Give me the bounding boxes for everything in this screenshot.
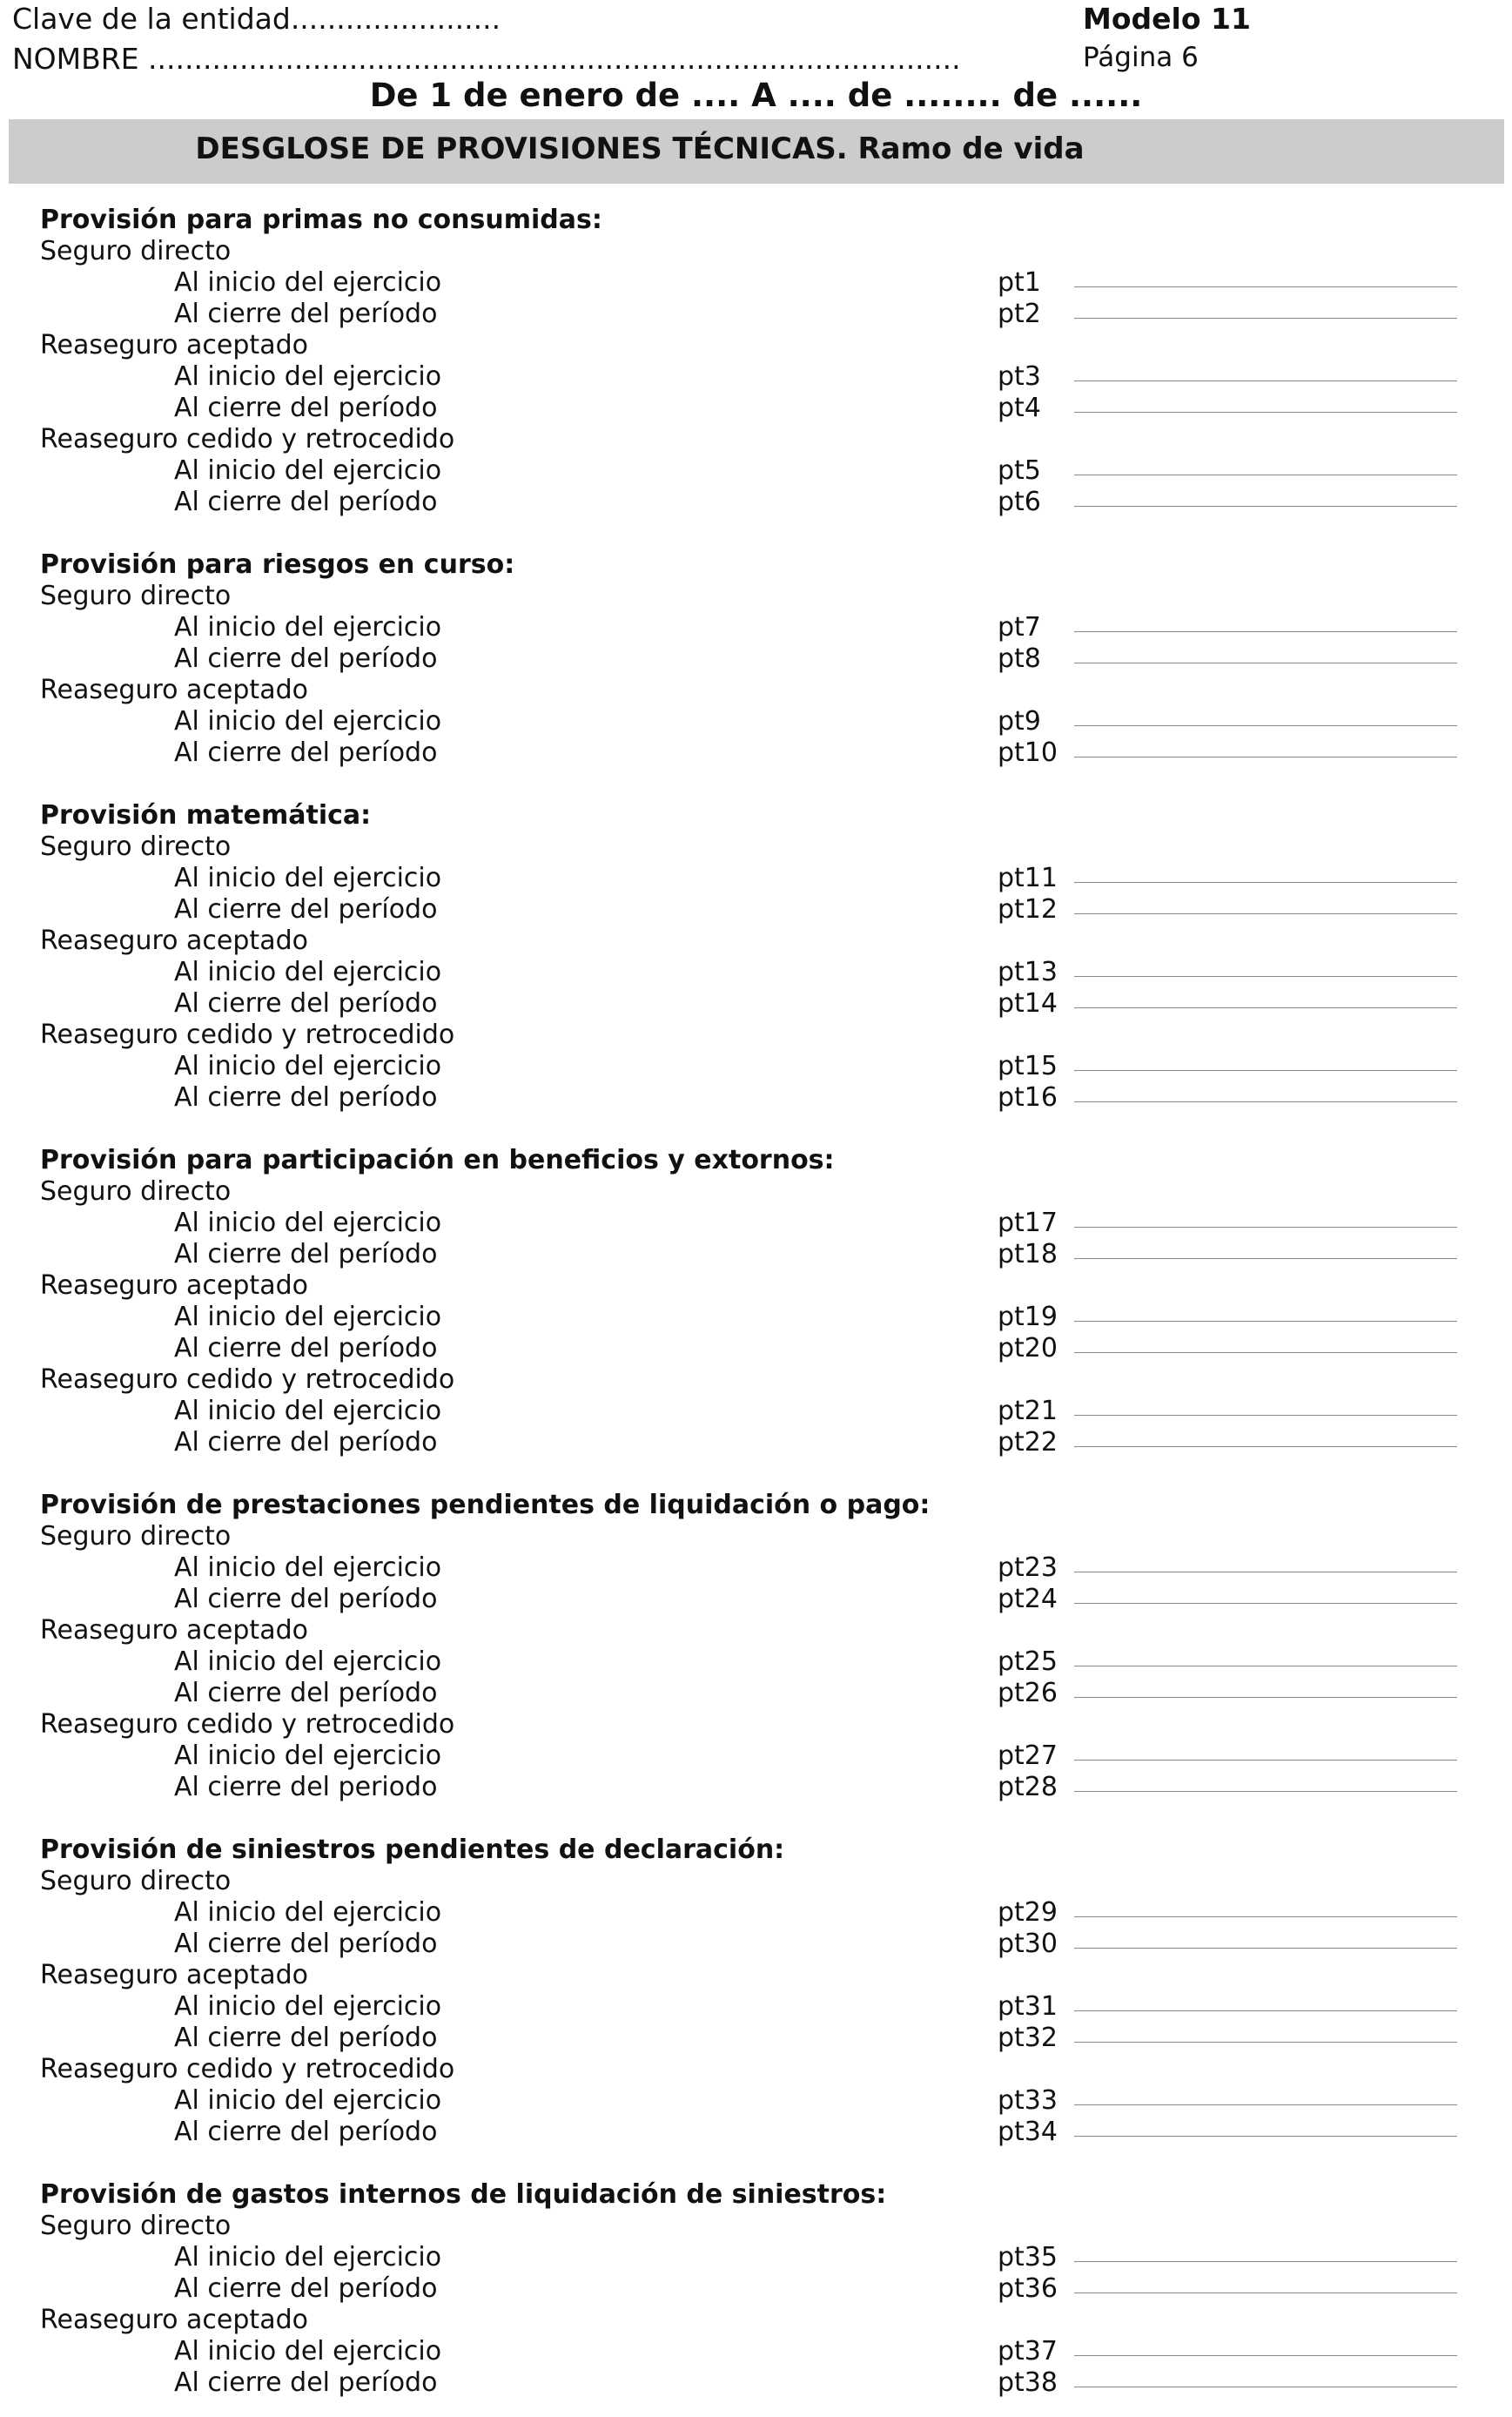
provision-row (0, 1208, 1512, 1239)
row-code: pt30 (998, 1929, 1058, 1959)
provision-row (0, 2085, 1512, 2117)
amount-field[interactable] (1074, 1101, 1457, 1102)
row-code: pt8 (998, 643, 1041, 674)
row-code: pt11 (998, 863, 1058, 893)
row-label: Al inicio del ejercicio (174, 863, 442, 893)
section-title: Provisión para riesgos en curso: (40, 549, 515, 580)
amount-field[interactable] (1074, 1258, 1457, 1259)
provision-row (0, 706, 1512, 737)
row-code: pt10 (998, 737, 1058, 768)
section-title: Provisión para participación en beneficios y extornos: (40, 1145, 835, 1175)
section-title: Provisión de gastos internos de liquidación de siniestros: (40, 2179, 887, 2210)
group-label: Reaseguro aceptado (40, 926, 308, 956)
section-spacer (0, 518, 1512, 549)
row-label: Al cierre del período (174, 1584, 438, 1614)
section-title: Provisión de prestaciones pendientes de liquidación o pago: (40, 1490, 931, 1520)
row-code: pt6 (998, 487, 1041, 517)
row-code: pt22 (998, 1427, 1058, 1458)
row-code: pt14 (998, 988, 1058, 1019)
row-label: Al inicio del ejercicio (174, 267, 442, 298)
row-code: pt32 (998, 2023, 1058, 2053)
section-spacer (0, 1803, 1512, 1835)
row-label: Al cierre del período (174, 1427, 438, 1458)
amount-field[interactable] (1074, 412, 1457, 413)
provision-row (0, 1678, 1512, 1709)
amount-field[interactable] (1074, 1791, 1457, 1792)
group-label: Seguro directo (40, 831, 232, 862)
provision-row (0, 267, 1512, 299)
row-code: pt31 (998, 1991, 1058, 2022)
amount-field[interactable] (1074, 286, 1457, 287)
provision-row (0, 643, 1512, 675)
section-spacer (0, 1114, 1512, 1145)
row-label: Al cierre del período (174, 1929, 438, 1959)
provision-row (0, 1333, 1512, 1364)
entity-key-label: Clave de la entidad....................... (12, 2, 501, 36)
row-label: Al inicio del ejercicio (174, 361, 442, 392)
row-code: pt1 (998, 267, 1041, 298)
provision-row (0, 1239, 1512, 1270)
section-title: Provisión para primas no consumidas: (40, 205, 602, 235)
provision-row (0, 1082, 1512, 1114)
row-code: pt18 (998, 1239, 1058, 1269)
row-label: Al cierre del periodo (174, 1772, 438, 1802)
amount-field[interactable] (1074, 2355, 1457, 2356)
amount-field[interactable] (1074, 882, 1457, 883)
row-label: Al cierre del período (174, 1239, 438, 1269)
group-label: Reaseguro aceptado (40, 2305, 308, 2335)
provision-row (0, 1740, 1512, 1772)
provision-row (0, 1772, 1512, 1803)
group-label: Reaseguro cedido y retrocedido (40, 1709, 455, 1740)
group-label: Seguro directo (40, 581, 232, 611)
entity-name-label: NOMBRE ......................................................................................... (12, 42, 961, 76)
banner-title: DESGLOSE DE PROVISIONES TÉCNICAS. Ramo de vida (195, 131, 1085, 166)
row-code: pt38 (998, 2367, 1058, 2398)
amount-field[interactable] (1074, 1603, 1457, 1604)
provision-row (0, 1051, 1512, 1082)
amount-field[interactable] (1074, 1446, 1457, 1447)
row-code: pt27 (998, 1740, 1058, 1771)
section-spacer (0, 769, 1512, 800)
row-label: Al inicio del ejercicio (174, 1646, 442, 1677)
row-code: pt24 (998, 1584, 1058, 1614)
group-label: Reaseguro cedido y retrocedido (40, 1020, 455, 1050)
amount-field[interactable] (1074, 1007, 1457, 1008)
row-code: pt9 (998, 706, 1041, 737)
amount-field[interactable] (1074, 1916, 1457, 1917)
row-label: Al cierre del período (174, 2273, 438, 2304)
row-code: pt36 (998, 2273, 1058, 2304)
amount-field[interactable] (1074, 1227, 1457, 1228)
provisions-form (0, 205, 1512, 2399)
group-label: Seguro directo (40, 236, 232, 266)
provision-row (0, 957, 1512, 988)
amount-field[interactable] (1074, 380, 1457, 381)
row-label: Al cierre del período (174, 299, 438, 329)
amount-field[interactable] (1074, 1321, 1457, 1322)
row-code: pt5 (998, 455, 1041, 486)
amount-field[interactable] (1074, 2136, 1457, 2137)
provision-row (0, 988, 1512, 1020)
row-code: pt13 (998, 957, 1058, 987)
provision-row (0, 393, 1512, 424)
amount-field[interactable] (1074, 506, 1457, 507)
provision-row (0, 487, 1512, 518)
provision-row (0, 737, 1512, 769)
row-code: pt33 (998, 2085, 1058, 2116)
row-label: Al inicio del ejercicio (174, 2242, 442, 2272)
amount-field[interactable] (1074, 1760, 1457, 1761)
row-label: Al cierre del período (174, 643, 438, 674)
group-label: Seguro directo (40, 1866, 232, 1896)
amount-field[interactable] (1074, 1948, 1457, 1949)
row-label: Al cierre del período (174, 487, 438, 517)
row-code: pt3 (998, 361, 1041, 392)
row-code: pt34 (998, 2117, 1058, 2147)
row-label: Al inicio del ejercicio (174, 1552, 442, 1583)
provision-row (0, 2023, 1512, 2054)
row-label: Al inicio del ejercicio (174, 1302, 442, 1332)
provision-row (0, 863, 1512, 894)
amount-field[interactable] (1074, 725, 1457, 726)
row-code: pt12 (998, 894, 1058, 925)
row-label: Al inicio del ejercicio (174, 1396, 442, 1426)
provision-row (0, 894, 1512, 926)
provision-row (0, 1396, 1512, 1427)
amount-field[interactable] (1074, 913, 1457, 914)
group-label: Reaseguro cedido y retrocedido (40, 1364, 455, 1395)
row-label: Al cierre del período (174, 2117, 438, 2147)
group-label: Reaseguro cedido y retrocedido (40, 2054, 455, 2084)
row-label: Al inicio del ejercicio (174, 957, 442, 987)
row-code: pt16 (998, 1082, 1058, 1113)
group-label: Seguro directo (40, 1176, 232, 1207)
section-spacer (0, 1458, 1512, 1490)
amount-field[interactable] (1074, 1415, 1457, 1416)
model-label: Modelo 11 (1083, 2, 1251, 36)
group-label: Seguro directo (40, 2211, 232, 2241)
provision-row (0, 1584, 1512, 1615)
amount-field[interactable] (1074, 1697, 1457, 1698)
group-label: Reaseguro aceptado (40, 1615, 308, 1646)
row-label: Al inicio del ejercicio (174, 1991, 442, 2022)
row-label: Al cierre del período (174, 393, 438, 423)
row-code: pt28 (998, 1772, 1058, 1802)
amount-field[interactable] (1074, 318, 1457, 319)
page-number: Página 6 (1083, 42, 1199, 73)
provision-row (0, 455, 1512, 487)
row-label: Al inicio del ejercicio (174, 1208, 442, 1238)
provision-row (0, 2336, 1512, 2367)
row-code: pt35 (998, 2242, 1058, 2272)
row-label: Al cierre del período (174, 894, 438, 925)
row-code: pt19 (998, 1302, 1058, 1332)
row-code: pt17 (998, 1208, 1058, 1238)
row-label: Al cierre del período (174, 737, 438, 768)
amount-field[interactable] (1074, 2292, 1457, 2293)
provision-row (0, 2273, 1512, 2305)
provision-row (0, 1991, 1512, 2023)
amount-field[interactable] (1074, 2261, 1457, 2262)
row-code: pt4 (998, 393, 1041, 423)
provision-row (0, 612, 1512, 643)
row-code: pt23 (998, 1552, 1058, 1583)
provision-row (0, 2117, 1512, 2148)
group-label: Reaseguro aceptado (40, 330, 308, 360)
group-label: Reaseguro aceptado (40, 1960, 308, 1990)
row-label: Al cierre del período (174, 1082, 438, 1113)
row-code: pt2 (998, 299, 1041, 329)
provision-row (0, 299, 1512, 330)
provision-row (0, 1427, 1512, 1458)
section-banner (9, 119, 1504, 184)
row-label: Al inicio del ejercicio (174, 1051, 442, 1081)
section-title: Provisión de siniestros pendientes de declaración: (40, 1835, 785, 1865)
row-label: Al inicio del ejercicio (174, 455, 442, 486)
amount-field[interactable] (1074, 2010, 1457, 2011)
row-label: Al inicio del ejercicio (174, 2085, 442, 2116)
row-label: Al cierre del período (174, 2023, 438, 2053)
provision-row (0, 1646, 1512, 1678)
amount-field[interactable] (1074, 1352, 1457, 1353)
section-title: Provisión matemática: (40, 800, 372, 831)
provision-row (0, 1302, 1512, 1333)
provision-row (0, 1929, 1512, 1960)
row-code: pt25 (998, 1646, 1058, 1677)
section-spacer (0, 2148, 1512, 2179)
group-label: Seguro directo (40, 1521, 232, 1552)
amount-field[interactable] (1074, 631, 1457, 632)
row-label: Al inicio del ejercicio (174, 706, 442, 737)
row-code: pt37 (998, 2336, 1058, 2367)
amount-field[interactable] (1074, 2104, 1457, 2105)
group-label: Reaseguro aceptado (40, 675, 308, 705)
provision-row (0, 1897, 1512, 1929)
amount-field[interactable] (1074, 2042, 1457, 2043)
provision-row (0, 2367, 1512, 2399)
provision-row (0, 361, 1512, 393)
row-label: Al cierre del período (174, 1678, 438, 1708)
group-label: Reaseguro cedido y retrocedido (40, 424, 455, 454)
row-label: Al cierre del período (174, 1333, 438, 1363)
amount-field[interactable] (1074, 976, 1457, 977)
row-label: Al inicio del ejercicio (174, 2336, 442, 2367)
provision-row (0, 2242, 1512, 2273)
row-label: Al inicio del ejercicio (174, 612, 442, 643)
row-code: pt29 (998, 1897, 1058, 1928)
row-code: pt26 (998, 1678, 1058, 1708)
row-label: Al inicio del ejercicio (174, 1740, 442, 1771)
period-title: De 1 de enero de .... A .... de ........ de ...... (369, 77, 1143, 114)
row-code: pt20 (998, 1333, 1058, 1363)
group-label: Reaseguro aceptado (40, 1270, 308, 1301)
row-label: Al cierre del período (174, 2367, 438, 2398)
row-label: Al cierre del período (174, 988, 438, 1019)
row-label: Al inicio del ejercicio (174, 1897, 442, 1928)
provision-row (0, 1552, 1512, 1584)
row-code: pt15 (998, 1051, 1058, 1081)
row-code: pt7 (998, 612, 1041, 643)
row-code: pt21 (998, 1396, 1058, 1426)
amount-field[interactable] (1074, 1070, 1457, 1071)
